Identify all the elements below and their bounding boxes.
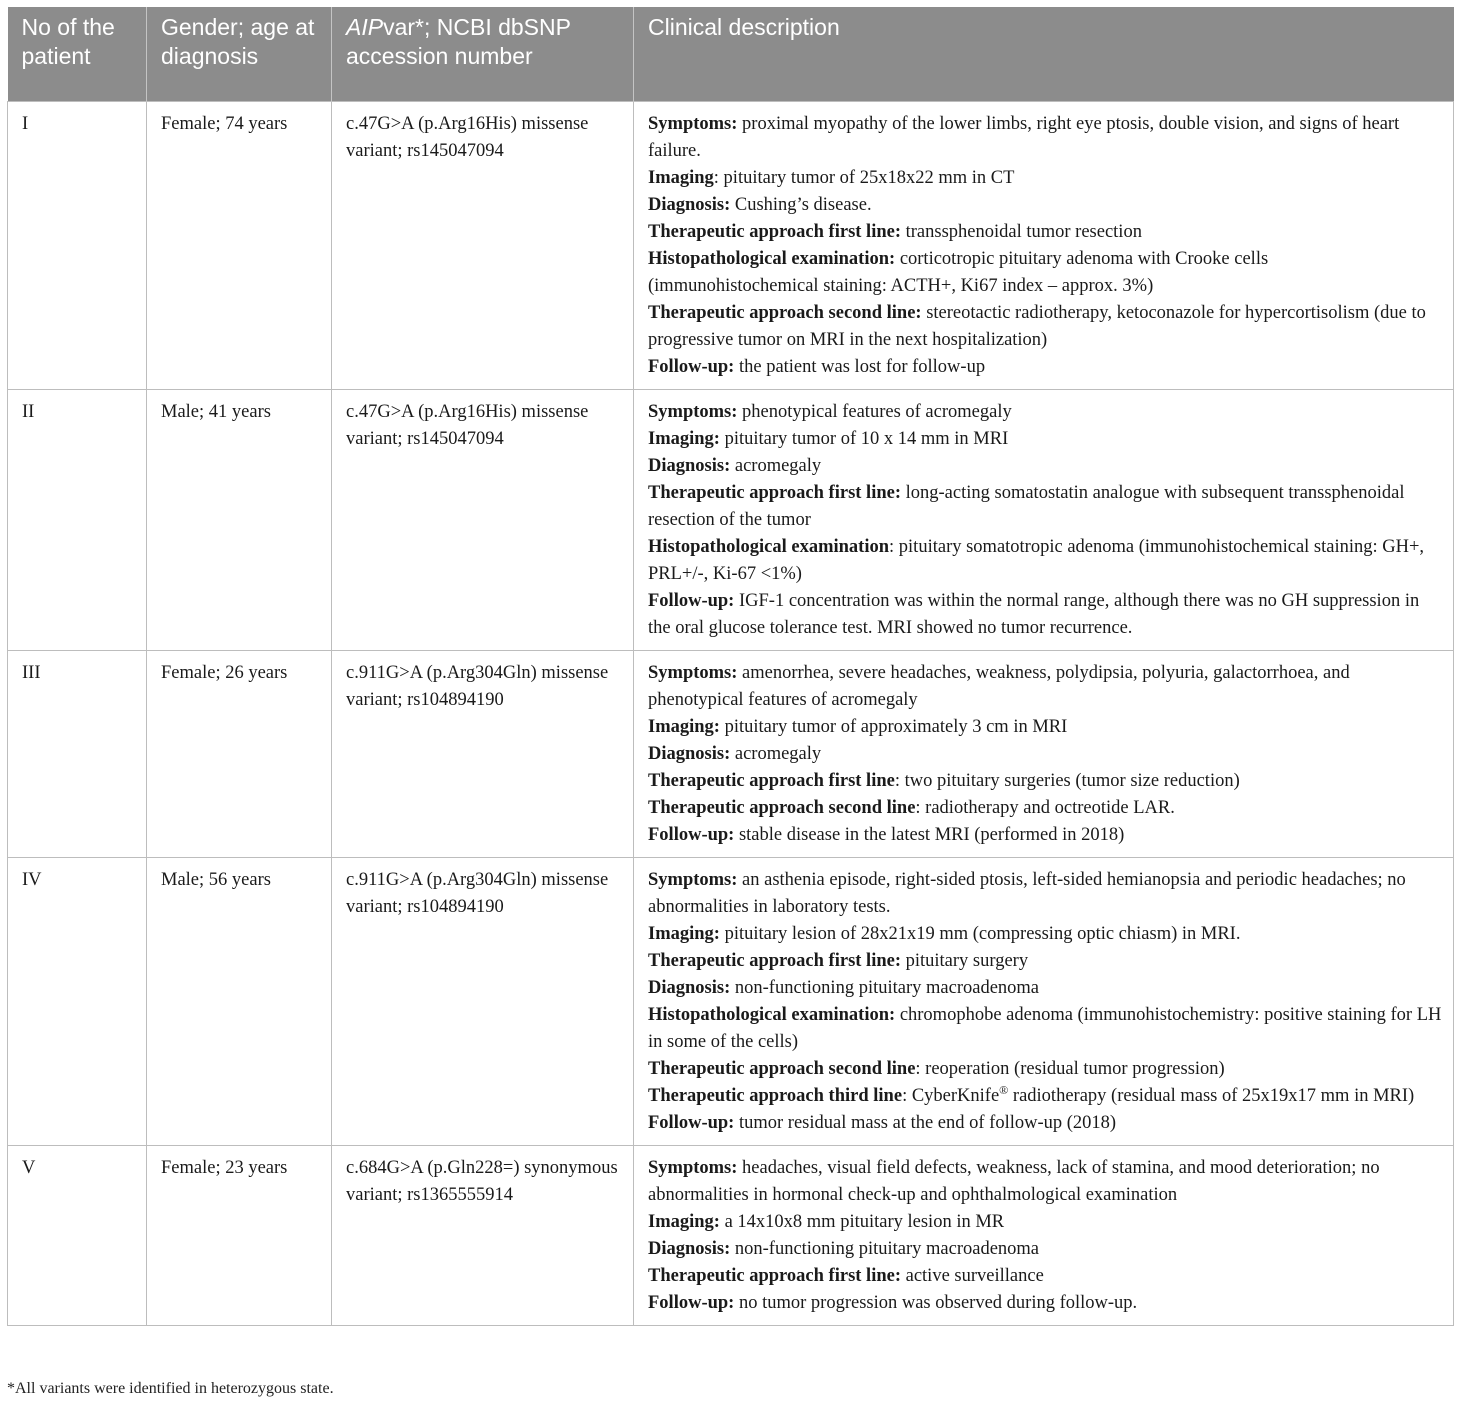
description-line bbox=[648, 300, 1443, 354]
table-row bbox=[8, 389, 1454, 650]
variant-cell: c.47G>A (p.Arg16His) missense variant; rs145047094 bbox=[332, 101, 634, 389]
description-text: non-functioning pituitary macroadenoma bbox=[730, 1238, 1040, 1259]
gender-age-cell: Male; 41 years bbox=[147, 389, 332, 650]
description-text: pituitary surgery bbox=[901, 950, 1029, 971]
gender-age-cell: Male; 56 years bbox=[147, 857, 332, 1145]
description-text: acromegaly bbox=[730, 455, 822, 476]
description-line bbox=[648, 453, 1443, 480]
header-gender-age: Gender; age at diagnosis bbox=[147, 7, 332, 101]
description-text: pituitary tumor of 10 x 14 mm in MRI bbox=[719, 428, 1009, 449]
description-label: Follow-up: bbox=[648, 824, 735, 845]
description-label: Imaging bbox=[648, 167, 714, 188]
description-label: Therapeutic approach second line bbox=[648, 1058, 916, 1079]
description-line bbox=[648, 534, 1443, 588]
header-clinical-description: Clinical description bbox=[634, 7, 1454, 101]
description-text: chromophobe adenoma (immunohistochemistry: positive staining for LH in some of the cells) bbox=[648, 1004, 1442, 1052]
description-label: Imaging: bbox=[648, 716, 720, 737]
description-label: Symptoms: bbox=[648, 401, 738, 422]
clinical-description-cell bbox=[634, 857, 1454, 1145]
description-line bbox=[648, 768, 1443, 795]
description-label: Symptoms: bbox=[648, 113, 738, 134]
description-line bbox=[648, 1155, 1443, 1209]
description-text: : CyberKnife bbox=[902, 1085, 1000, 1106]
description-line bbox=[648, 1263, 1443, 1290]
description-label: Follow-up: bbox=[648, 356, 735, 377]
clinical-table bbox=[7, 7, 1454, 1326]
description-line bbox=[648, 1110, 1443, 1137]
description-label: Therapeutic approach first line: bbox=[648, 1265, 901, 1286]
description-line bbox=[648, 192, 1443, 219]
description-text: pituitary tumor of approximately 3 cm in MRI bbox=[719, 716, 1068, 737]
description-label: Histopathological examination bbox=[648, 536, 890, 557]
description-label: Follow-up: bbox=[648, 1112, 735, 1133]
clinical-description-cell bbox=[634, 1145, 1454, 1325]
header-patient-no: No of the patient bbox=[8, 7, 147, 101]
header-variant-gene: AIP bbox=[346, 14, 384, 40]
patient-no-cell: IV bbox=[8, 857, 147, 1145]
table-row bbox=[8, 650, 1454, 857]
description-text: proximal myopathy of the lower limbs, right eye ptosis, double vision, and signs of heart failure. bbox=[648, 113, 1400, 161]
description-label: Follow-up: bbox=[648, 590, 735, 611]
description-text: tumor residual mass at the end of follow-up (2018) bbox=[734, 1112, 1117, 1133]
description-text: phenotypical features of acromegaly bbox=[737, 401, 1012, 422]
variant-cell: c.911G>A (p.Arg304Gln) missense variant; rs104894190 bbox=[332, 857, 634, 1145]
description-label: Therapeutic approach first line: bbox=[648, 221, 901, 242]
description-line bbox=[648, 165, 1443, 192]
description-text: no tumor progression was observed during follow-up. bbox=[734, 1292, 1138, 1313]
clinical-description-cell bbox=[634, 650, 1454, 857]
table-row bbox=[8, 101, 1454, 389]
description-line bbox=[648, 660, 1443, 714]
description-label: Histopathological examination: bbox=[648, 1004, 896, 1025]
table-row bbox=[8, 1145, 1454, 1325]
description-line bbox=[648, 1002, 1443, 1056]
description-line bbox=[648, 111, 1443, 165]
description-label: Diagnosis: bbox=[648, 743, 731, 764]
description-text: the patient was lost for follow-up bbox=[734, 356, 986, 377]
header-variant bbox=[332, 7, 634, 101]
description-line bbox=[648, 1056, 1443, 1083]
description-label: Therapeutic approach first line: bbox=[648, 950, 901, 971]
patient-no-cell: V bbox=[8, 1145, 147, 1325]
description-text: corticotropic pituitary adenoma with Crooke cells (immunohistochemical staining: ACTH+, Ki67 index – approx. 3%) bbox=[648, 248, 1269, 296]
registered-mark: ® bbox=[999, 1082, 1009, 1097]
description-line bbox=[648, 948, 1443, 975]
description-label: Therapeutic approach first line: bbox=[648, 482, 901, 503]
description-text: : reoperation (residual tumor progression) bbox=[915, 1058, 1225, 1079]
description-text: IGF-1 concentration was within the normal range, although there was no GH suppression in the oral glucose tolerance test. MRI showed no tumor recurrence. bbox=[648, 590, 1420, 638]
description-line bbox=[648, 921, 1443, 948]
description-line bbox=[648, 426, 1443, 453]
description-label: Imaging: bbox=[648, 428, 720, 449]
description-label: Symptoms: bbox=[648, 1157, 738, 1178]
description-line bbox=[648, 219, 1443, 246]
gender-age-cell: Female; 23 years bbox=[147, 1145, 332, 1325]
description-label: Symptoms: bbox=[648, 662, 738, 683]
description-label: Diagnosis: bbox=[648, 1238, 731, 1259]
description-line bbox=[648, 1290, 1443, 1317]
description-text: : two pituitary surgeries (tumor size reduction) bbox=[894, 770, 1240, 791]
patient-no-cell: I bbox=[8, 101, 147, 389]
description-label: Follow-up: bbox=[648, 1292, 735, 1313]
description-line bbox=[648, 1236, 1443, 1263]
description-line bbox=[648, 480, 1443, 534]
clinical-description-cell bbox=[634, 389, 1454, 650]
variant-cell: c.47G>A (p.Arg16His) missense variant; rs145047094 bbox=[332, 389, 634, 650]
description-text: amenorrhea, severe headaches, weakness, polydipsia, polyuria, galactorrhoea, and phenotypical features of acromegaly bbox=[648, 662, 1350, 710]
description-text: headaches, visual field defects, weakness, lack of stamina, and mood deterioration; no abnormalities in hormonal check-up and ophthalmological examination bbox=[648, 1157, 1380, 1205]
gender-age-cell: Female; 26 years bbox=[147, 650, 332, 857]
description-line bbox=[648, 354, 1443, 381]
description-text: a 14x10x8 mm pituitary lesion in MR bbox=[719, 1211, 1005, 1232]
description-label: Diagnosis: bbox=[648, 455, 731, 476]
description-label: Histopathological examination: bbox=[648, 248, 896, 269]
description-line bbox=[648, 741, 1443, 768]
description-line bbox=[648, 246, 1443, 300]
description-text: stable disease in the latest MRI (performed in 2018) bbox=[734, 824, 1125, 845]
patient-no-cell: III bbox=[8, 650, 147, 857]
description-text: stereotactic radiotherapy, ketoconazole for hypercortisolism (due to progressive tumor on MRI in the next hospitalization) bbox=[648, 302, 1426, 350]
variant-cell: c.684G>A (p.Gln228=) synonymous variant; rs1365555914 bbox=[332, 1145, 634, 1325]
patient-no-cell: II bbox=[8, 389, 147, 650]
description-label: Imaging: bbox=[648, 1211, 720, 1232]
description-text: : pituitary somatotropic adenoma (immunohistochemical staining: GH+, PRL+/-, Ki-67 <1%) bbox=[648, 536, 1425, 584]
description-label: Therapeutic approach second line: bbox=[648, 302, 922, 323]
description-text: acromegaly bbox=[730, 743, 822, 764]
header-row bbox=[8, 7, 1454, 101]
description-text: long-acting somatostatin analogue with subsequent transsphenoidal resection of the tumor bbox=[648, 482, 1405, 530]
description-label: Therapeutic approach third line bbox=[648, 1085, 903, 1106]
description-text: non-functioning pituitary macroadenoma bbox=[730, 977, 1040, 998]
description-label: Therapeutic approach first line bbox=[648, 770, 895, 791]
description-line bbox=[648, 714, 1443, 741]
description-line bbox=[648, 795, 1443, 822]
description-label: Therapeutic approach second line bbox=[648, 797, 916, 818]
description-line bbox=[648, 1209, 1443, 1236]
description-text: Cushing’s disease. bbox=[730, 194, 872, 215]
clinical-description-cell bbox=[634, 101, 1454, 389]
description-line bbox=[648, 1083, 1443, 1110]
description-label: Symptoms: bbox=[648, 869, 738, 890]
description-line bbox=[648, 822, 1443, 849]
description-line bbox=[648, 399, 1443, 426]
table-row bbox=[8, 857, 1454, 1145]
description-label: Diagnosis: bbox=[648, 977, 731, 998]
description-label: Diagnosis: bbox=[648, 194, 731, 215]
description-text: radiotherapy (residual mass of 25x19x17 mm in MRI) bbox=[1008, 1085, 1415, 1106]
variant-cell: c.911G>A (p.Arg304Gln) missense variant; rs104894190 bbox=[332, 650, 634, 857]
description-text: transsphenoidal tumor resection bbox=[901, 221, 1142, 242]
description-text: pituitary lesion of 28x21x19 mm (compressing optic chiasm) in MRI. bbox=[719, 923, 1241, 944]
header-variant-rest: var*; NCBI dbSNP accession number bbox=[346, 14, 571, 69]
description-text: active surveillance bbox=[901, 1265, 1044, 1286]
gender-age-cell: Female; 74 years bbox=[147, 101, 332, 389]
description-label: Imaging: bbox=[648, 923, 720, 944]
description-text: : radiotherapy and octreotide LAR. bbox=[915, 797, 1175, 818]
footnote: *All variants were identified in heterozygous state. bbox=[7, 1380, 334, 1397]
table-container bbox=[7, 7, 1453, 1326]
description-line bbox=[648, 975, 1443, 1002]
table-body bbox=[8, 101, 1454, 1325]
description-line bbox=[648, 867, 1443, 921]
description-text: an asthenia episode, right-sided ptosis, left-sided hemianopsia and periodic headaches; no abnormalities in laboratory tests. bbox=[648, 869, 1406, 917]
description-line bbox=[648, 588, 1443, 642]
description-text: : pituitary tumor of 25x18x22 mm in CT bbox=[713, 167, 1015, 188]
